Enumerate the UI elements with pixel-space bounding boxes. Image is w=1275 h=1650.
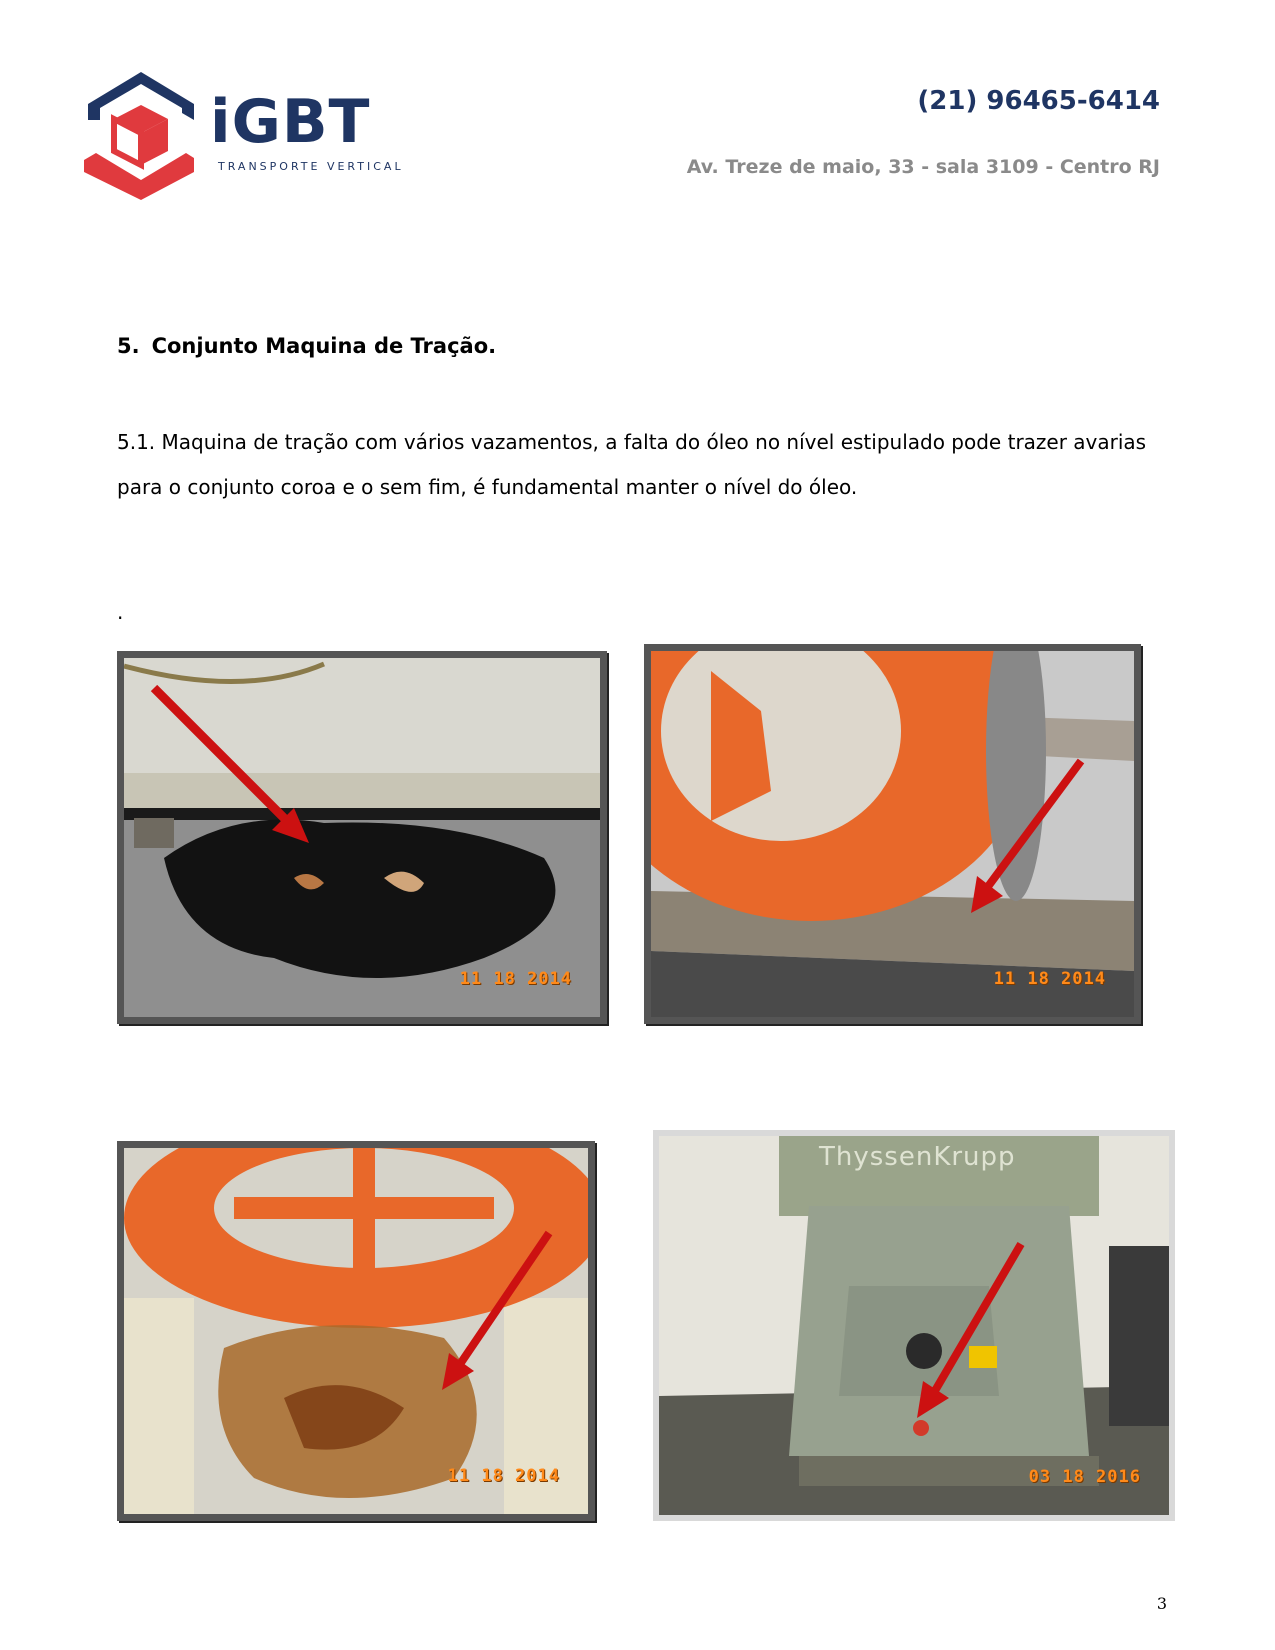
- address: Av. Treze de maio, 33 - sala 3109 - Centro RJ: [686, 156, 1160, 178]
- orange-pulley-oil-stain-photo-icon: [124, 1148, 588, 1514]
- oil-leak-floor-photo-icon: [124, 658, 600, 1017]
- orange-pulley-rail-photo-icon: [651, 651, 1134, 1017]
- logo-wordmark: iGBT: [210, 87, 371, 157]
- phone-number: (21) 96465-6414: [917, 86, 1160, 116]
- photo-date-stamp: 03 18 2016: [1028, 1467, 1141, 1487]
- photo-date-stamp: 11 18 2014: [993, 969, 1106, 989]
- thyssenkrupp-gearbox-photo-icon: [659, 1136, 1169, 1515]
- photo-date-stamp: 11 18 2014: [459, 969, 572, 989]
- body-paragraph: 5.1. Maquina de tração com vários vazamentos, a falta do óleo no nível estipulado pode trazer avarias para o conjunto coroa e o sem fim, é fundamental manter o nível do óleo.: [117, 430, 1147, 499]
- photo-pulley-rail: [644, 644, 1141, 1024]
- stray-dot: .: [117, 600, 124, 624]
- photo-pulley-oil-stain: [117, 1141, 595, 1521]
- house-cube-logo-icon: [84, 72, 199, 202]
- brand-plate-text: ThyssenKrupp: [819, 1142, 1016, 1172]
- page-number: 3: [1156, 1594, 1167, 1613]
- photo-oil-leak-floor: [117, 651, 607, 1024]
- section-heading: [117, 334, 496, 358]
- section-title: Conjunto Maquina de Tração.: [151, 334, 497, 358]
- section-number: 5.: [117, 334, 140, 358]
- logo-subtitle: TRANSPORTE VERTICAL: [218, 160, 404, 173]
- company-logo: [84, 72, 404, 202]
- photo-date-stamp: 11 18 2014: [447, 1466, 560, 1486]
- photo-gearbox: [653, 1130, 1175, 1521]
